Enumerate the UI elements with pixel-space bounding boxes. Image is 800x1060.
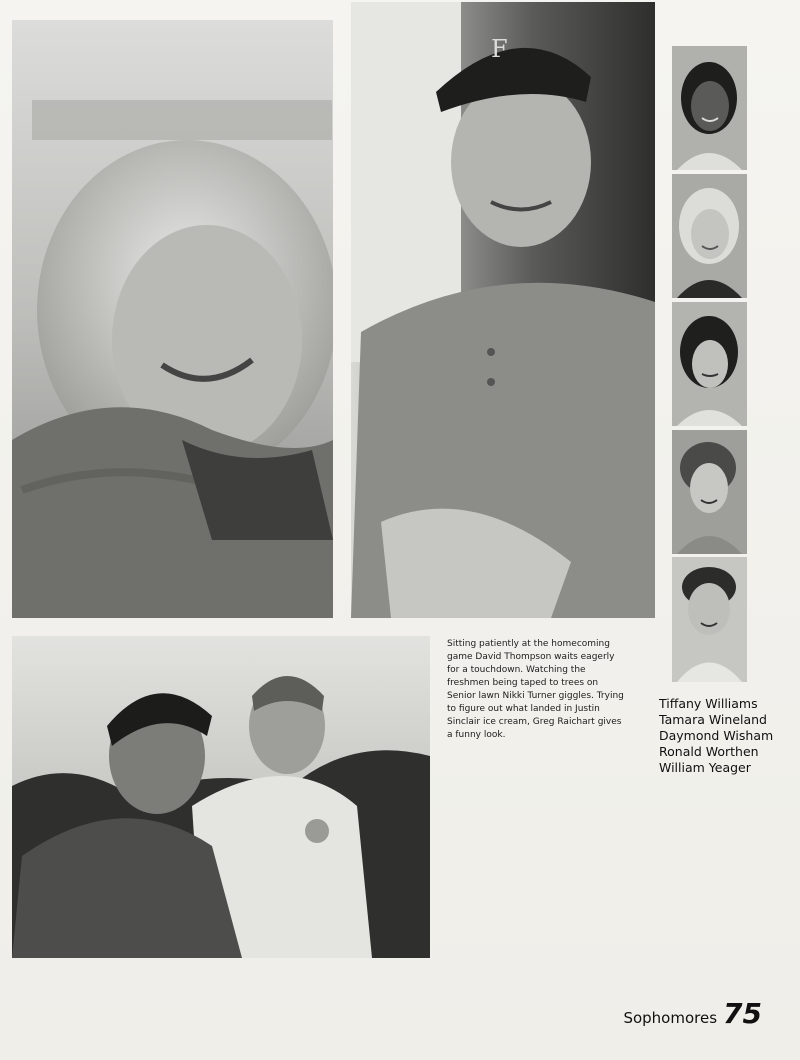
photo-two-boys-outdoors — [12, 636, 430, 958]
name-item: Tiffany Williams — [659, 696, 758, 711]
name-item: Ronald Worthen — [659, 744, 759, 759]
name-item: William Yeager — [659, 760, 751, 775]
page-folio — [623, 997, 762, 1030]
portrait-ronald-worthen — [672, 430, 747, 554]
portrait-william-yeager — [672, 557, 747, 682]
portrait-tamara-wineland — [672, 174, 747, 298]
name-item: Tamara Wineland — [659, 712, 767, 727]
portrait-name-list — [659, 696, 799, 776]
photo-girl-smiling — [12, 20, 333, 618]
portrait-daymond-wisham — [672, 302, 747, 426]
svg-text:F: F — [491, 35, 508, 63]
photo-boy-in-cap — [351, 2, 655, 618]
section-title: Sophomores — [623, 1009, 718, 1027]
caption-text: Sitting patiently at the homecoming game David Thompson waits eagerly for a touchdown. Watching the freshmen being taped to trees on Senior lawn Nikki Turner giggles. Trying to figure out what landed in Justin Sinclair ice cream, Greg Raichart gives a funny look. — [447, 639, 624, 740]
page-number: 75 — [723, 997, 762, 1030]
photo-caption — [447, 638, 627, 742]
portrait-tiffany-williams — [672, 46, 747, 170]
name-item: Daymond Wisham — [659, 728, 774, 743]
